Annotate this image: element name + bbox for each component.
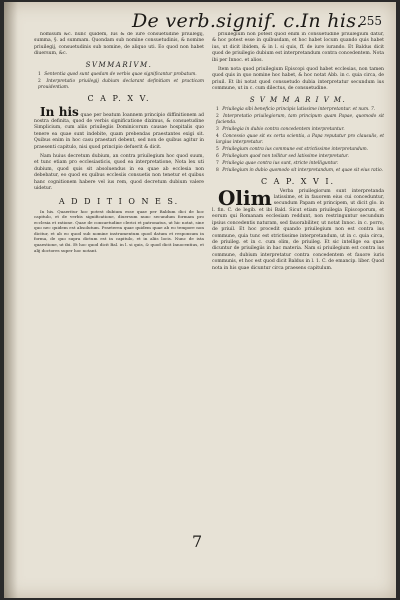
chapter-lead-word: Olim [218,185,272,210]
summary-item-text: Priuilegia sibi beneficio principis latissime interpretantur. et num. 7. [222,106,376,112]
summary-item-text: Priuilegia in dubio contra concedentem interpretantur. [222,126,345,132]
additions-heading: A D D I T I O N E S. [58,196,180,206]
summary-item [212,114,384,126]
summary-item-text: Priuilegium quod non tollitur sed latissime interpretatur. [222,153,349,159]
summary-item-text: Priuilegium contra ius commune est strictissime interpretandum. [222,146,369,152]
summary-item [34,79,204,91]
summary-item [212,161,384,167]
summary-heading: SVMMARIVM. [85,60,153,69]
right-opening-paragraph: priuilegium non potest quod enim in consuetudine priuilegium datur, & hoc potest esse in quibusdam, et hoc habet locum quando quis habet ius, ut dicit ibidem, & in l. si quis, ff. de iure iurando. Et Baldus dicit quod de priuilegio dubium est interpretandum contra concedentem. Nota ibi per Innoc. et alios. [212,32,384,63]
summary-heading-right: S V M M A R I V M. [249,95,347,104]
summary-item-number: 3 [216,126,219,132]
summary-item-number: 2 [216,113,219,119]
handwritten-mark: 7 [192,532,203,551]
document-page [4,2,396,598]
summary-item [212,168,384,174]
chapter-title-right: C A P. X V I. [260,176,336,186]
opening-paragraph: nomisum &c. nunc quidem, Ius & de iure consuetudine priuilegij, summa, §. ad summam. Quondam sub nomine consuetudinis, & nomine priuilegij, consuetudinis sub nomine, de aliquo uti. Eo quod non habet diuersum, &c. [34,32,204,57]
summary-item-text: Priuilegia quae contra ius sunt, stricte intelliguntur. [222,160,339,166]
summary-item [212,107,384,113]
summary-item [212,127,384,133]
summary-item-text: Interpretatio priuilegiorum, tam principum quam Papae, quomodo sit facienda. [216,113,384,125]
summary-item-text: Interpretatio priuilegij dubium declarant definitiam et practicam prouidentiam. [38,78,204,90]
page-number: 255 [359,14,382,28]
summary-item [34,72,204,78]
additions-text: In his. Quaeritur hoc potest dubium esse quae per Baldum dici de hoc capitulo, et de verbis significatione, diuersum nunc secundum formam pro ecclesia et ratione. Quae de consuetudine clerici et patronatus, ut hic notat, sine quo nec quidem est absolutum. Praeterea quae quidem quae ab eo tempore non dicitur, et ab eo quod sub nomine instrumentum quod datum et responsum in forma, de quo supra dictum est in capitulo, et in aliis locis. Nunc de ista quaestione, ut ibi. Et hoc quod dicit Bal. in l. si quis, & quod dicit Innocentius, et alij doctores super hoc notant. [34,208,204,253]
summary-item-number: 6 [216,153,219,159]
summary-item-number: 7 [216,160,219,166]
summary-item-number: 4 [216,133,219,139]
summary-item [212,134,384,146]
right-opening-paragraph-2: Item nota quod priuilegium Episcopi quod habet ecclesias, non tamen quod quis in quo nomine hoc habet, & hoc notat Abb. in c. quia circa, de priuil. Et ibi notat quod consuetudo dubia interpretatur secundum ius commune, ut in c. cum dilectus, de consuetudine. [212,67,384,92]
summary-item-text: Priuilegium in dubio quomodo sit interpretandum, et quae sit eius ratio. [222,167,383,173]
binding-shadow [4,2,18,598]
summary-item-text: Concessio quae sit ex certa scientia, a Papa reputatur pro clausulis, et largius interpretatur. [216,133,384,145]
chapter-text: quae per beatum Ioannem principio diffinitionem ad nostra definita, quod de verbis significatione diximus, & consuetudine Simplicium, cum aliis priuilegiis Dominicorum causae hospitalis quo tenere ea quae sunt indebite, quam prebendas praestantes exigi sit. Quibus enim in hoc casu praestari debent, sed non de quibus agitur in praesenti capitulo, nisi quod principio defuerit & dicit. [34,112,204,150]
summary-item-number: 1 [38,71,41,77]
chapter-lead-word: In his [40,104,79,119]
summary-item-number: 5 [216,146,219,152]
summary-item-number: 1 [216,106,219,112]
chapter-text: Verba priuilegiorum sunt interpretanda latissime, et in fauorem eius cui conceduntur, secundum Papam et principem, ut dicit glo. in l. fin. C. de legib. et ibi Bald. Sicut etiam priuilegia Episcoporum, et eorum qui Romanam ecclesiam reddunt, non restringuntur secundum ipsius concedentis naturam, sed fauorabiliter, ut notat Innoc. in c. porro, de priuil. Et hoc procedit quando priuilegium non est contra ius commune, quia tunc est strictissime interpretandum, ut in c. quia circa, de priuileg. et in c. cum olim, de priuileg. Et sic intellige ea quae dicuntur de priuilegiis in hac materia. Nam si priuilegium est contra ius commune, dubium interpretatur contra concedentem et fauore iuris communis, et hoc est quod dicit Baldus in l. 1. C. de emancip. liber. Quod nota in his quae dicuntur circa praesens capitulum. [212,188,384,271]
summary-item-number: 8 [216,167,219,173]
chapter-title: C A P. X V. [87,93,151,103]
chapter-paragraph [34,106,204,151]
summary-item [212,147,384,153]
running-title: De verb.signif. c.In his. [132,10,363,32]
summary-item-text: Sententia quod sunt quedam de verbis quae significantur probatum. [44,71,197,77]
chapter-paragraph-2: Nam huius decretum dubium, an contra priuilegium hoc quod suum, et tunc etiam pro ecclesiasticis, quod ea interpretatione, Nota lex uti dubium, quod quis sit absoluendus in ea quae ab ecclesia non debebatur, eo quod ex quibus ecclesiis consuetis non tenetur et quibus hanc cognitionem habere vel ius rem, quod decretum dubium valere uidetur. [34,154,204,192]
summary-item [212,154,384,160]
chapter-paragraph-right [212,185,384,272]
left-column [34,32,204,548]
summary-item-number: 2 [38,78,41,84]
right-column [212,32,384,548]
